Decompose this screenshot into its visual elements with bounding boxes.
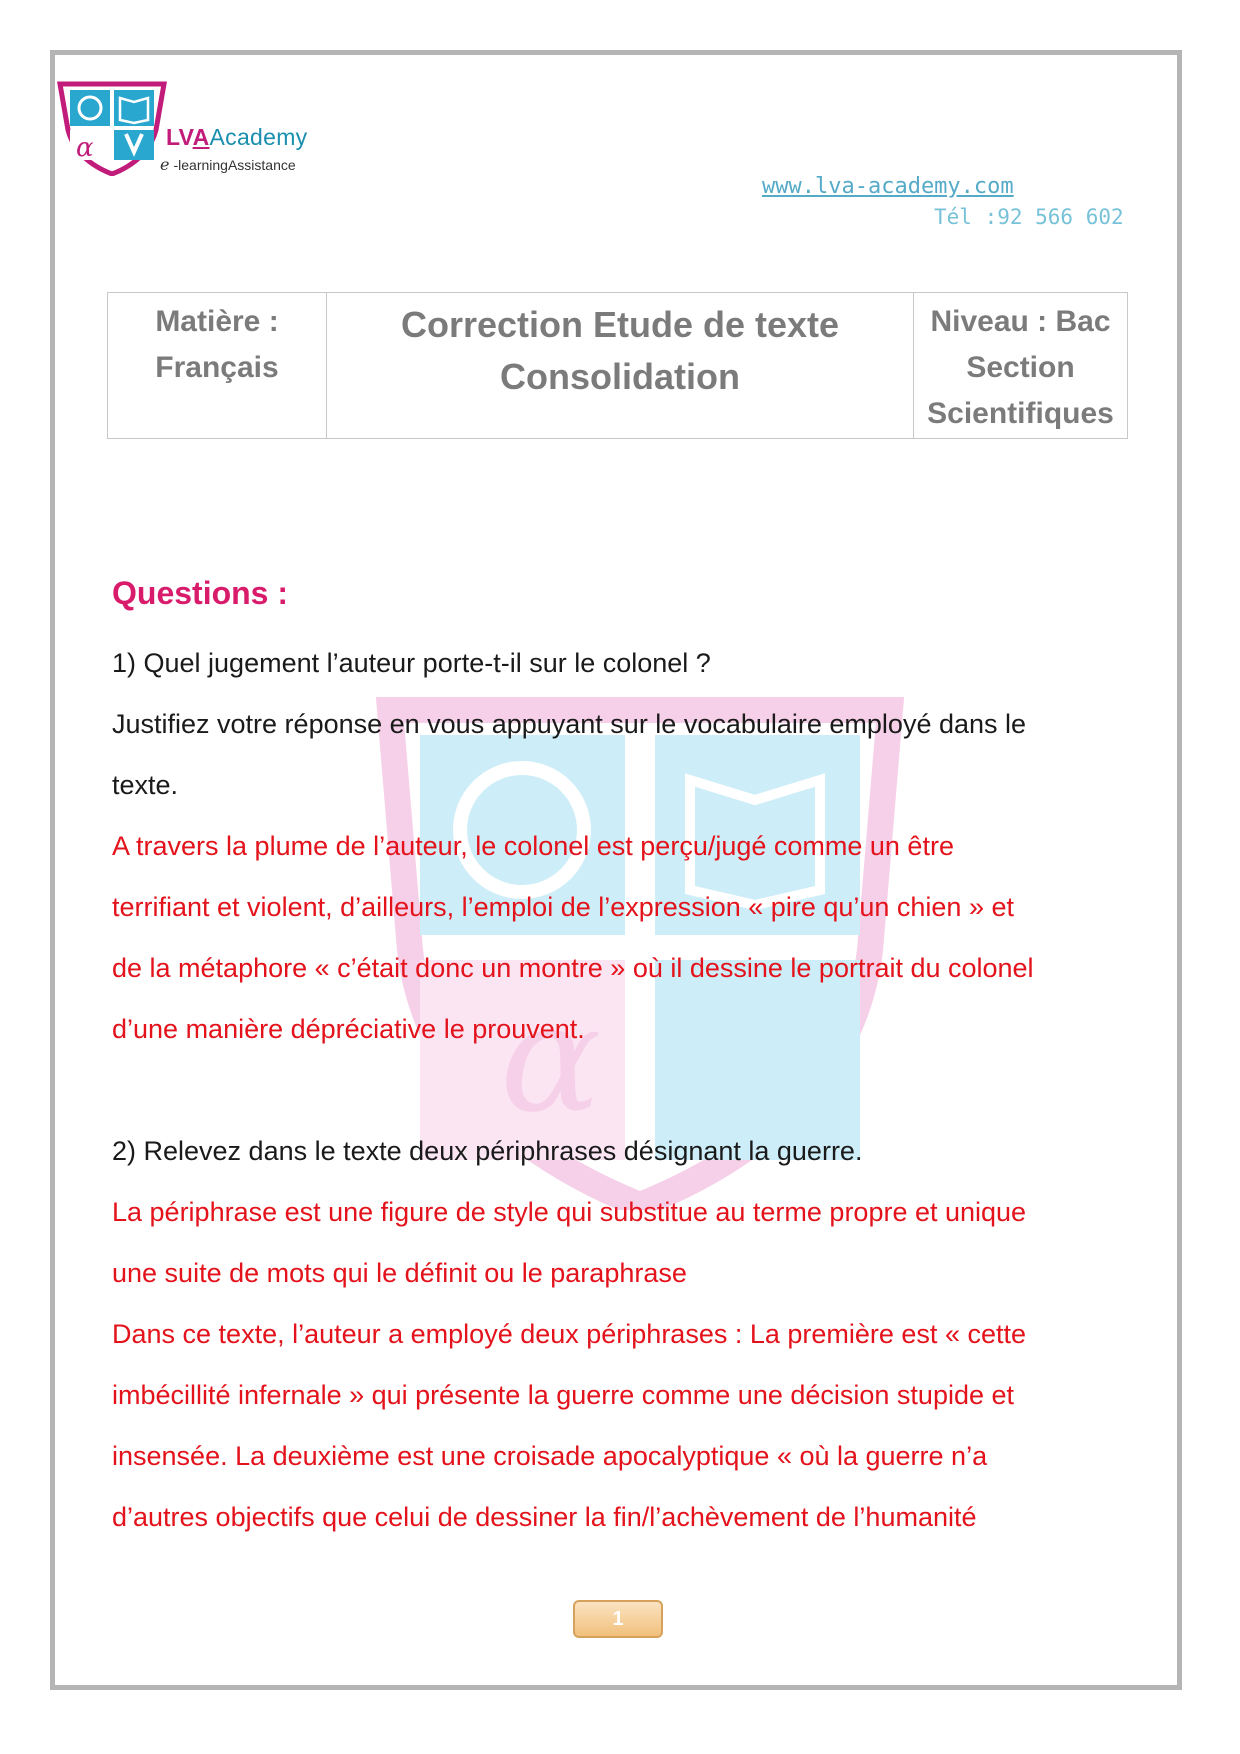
logo-brand-name: LVAAcademy (166, 124, 308, 150)
subject-cell (108, 293, 327, 439)
answer-2-line: La périphrase est une figure de style qui substitue au terme propre et unique (112, 1197, 1027, 1227)
section-value: Scientifiques (927, 397, 1114, 430)
document-body (112, 565, 1172, 1548)
subject-label: Matière : (155, 305, 279, 338)
section-label: Section (966, 351, 1075, 384)
answer-1-line: d’une manière dépréciative le prouvent. (112, 1014, 585, 1044)
question-1-line: 1) Quel jugement l’auteur porte-t-il sur le colonel ? (112, 648, 711, 678)
answer-2-line: imbécillité infernale » qui présente la guerre comme une décision stupide et (112, 1380, 1015, 1410)
answer-1-line: terrifiant et violent, d’ailleurs, l’emploi de l’expression « pire qu’un chien » et (112, 892, 1014, 922)
answer-2-line: Dans ce texte, l’auteur a employé deux périphrases : La première est « cette (112, 1319, 1026, 1349)
answer-2-line: une suite de mots qui le définit ou le paraphrase (112, 1258, 687, 1288)
answer-1-line: A travers la plume de l’auteur, le colonel est perçu/jugé comme un être (112, 831, 954, 861)
svg-text:α: α (500, 972, 602, 1146)
question-1-line: texte. (112, 770, 179, 800)
answer-2-line: d’autres objectifs que celui de dessiner la fin/l’achèvement de l’humanité (112, 1502, 977, 1532)
questions-heading: Questions : (112, 575, 289, 611)
alpha-icon: α (76, 133, 94, 163)
title-table (107, 292, 1128, 439)
shield-logo-icon (56, 80, 168, 176)
website-link[interactable]: www.lva-academy.com (762, 174, 1014, 199)
document-title-cell (327, 293, 914, 439)
phone-number: Tél :92 566 602 (934, 205, 1124, 229)
document-title: Correction Etude de texte (400, 304, 840, 345)
question-2-line: 2) Relevez dans le texte deux périphrases désignant la guerre. (112, 1136, 863, 1166)
document-subtitle: Consolidation (500, 356, 740, 397)
question-1-line: Justifiez votre réponse en vous appuyant sur le vocabulaire employé dans le (112, 709, 1027, 739)
page-number: 1 (573, 1600, 663, 1638)
level-label: Niveau : Bac (930, 305, 1111, 338)
subject-value: Français (155, 351, 279, 384)
answer-1-line: de la métaphore « c’était donc un montre » où il dessine le portrait du colonel (112, 953, 1034, 983)
level-cell (914, 293, 1128, 439)
answer-2-line: insensée. La deuxième est une croisade apocalyptique « où la guerre n’a (112, 1441, 988, 1471)
logo-tagline: e -learningAssistance (160, 155, 296, 174)
spacer (112, 1060, 1172, 1121)
